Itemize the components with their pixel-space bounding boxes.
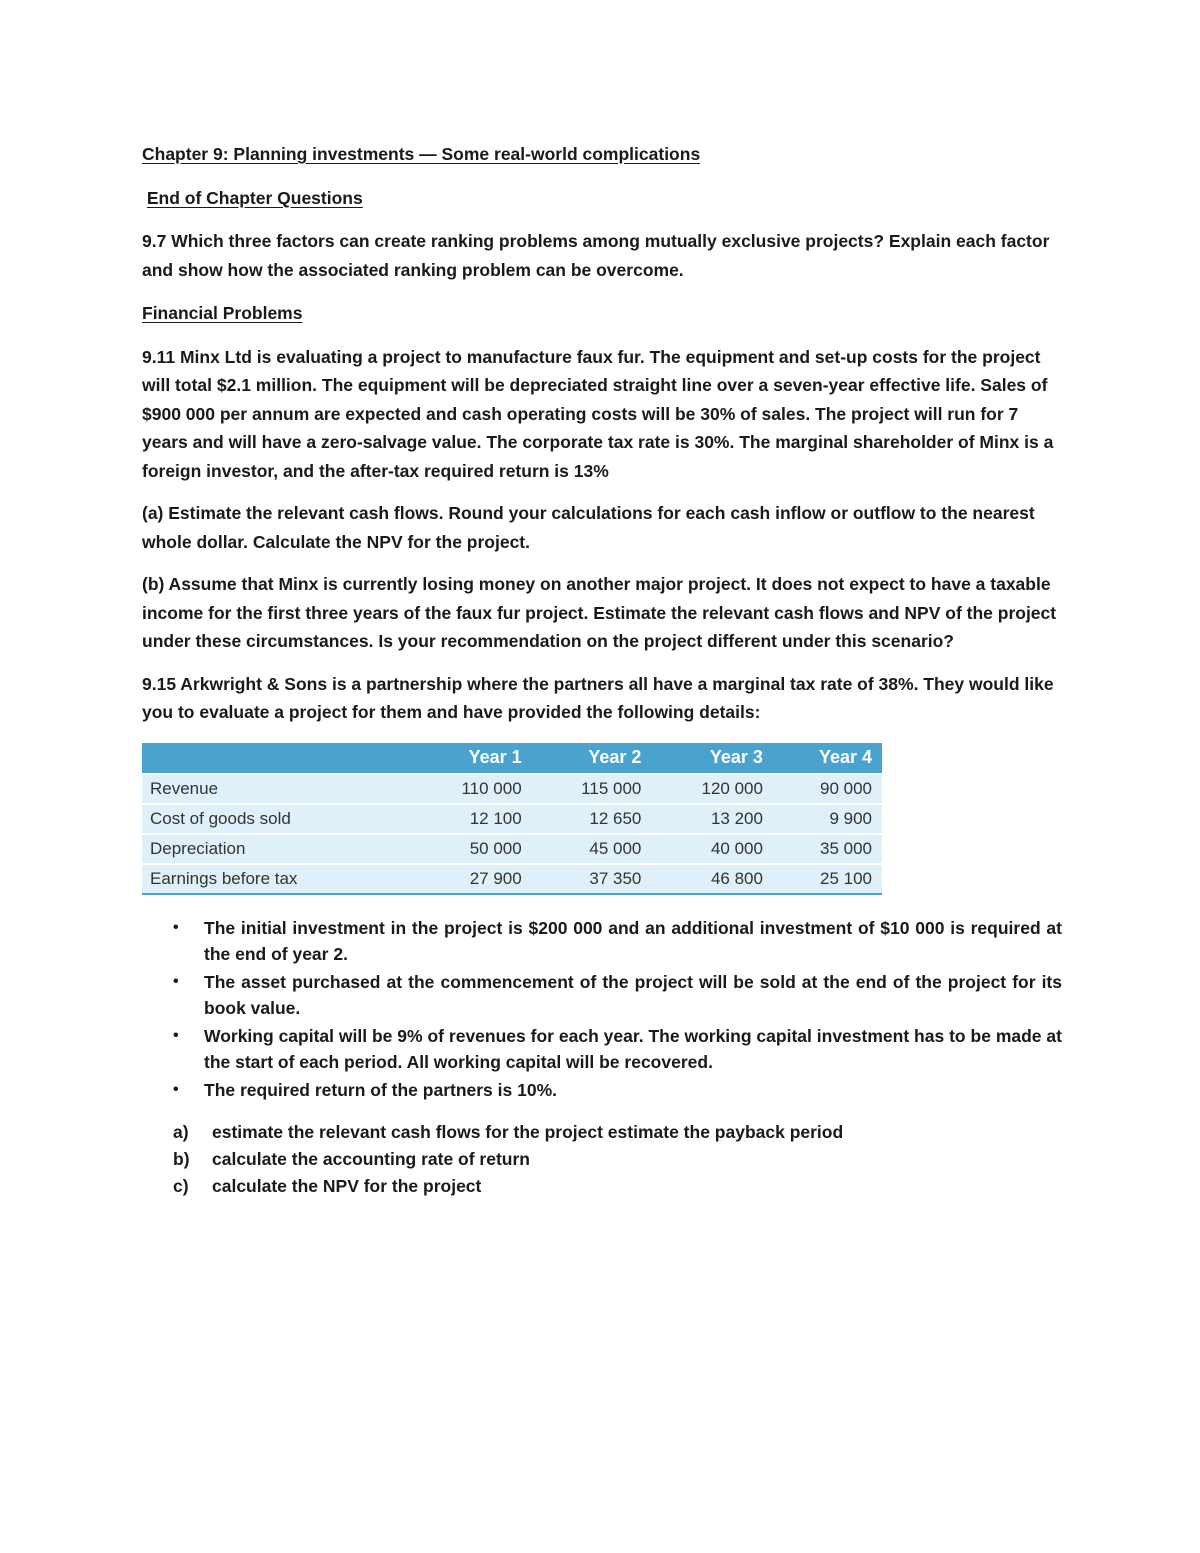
row-label: Cost of goods sold <box>142 804 412 834</box>
list-item <box>142 915 1062 967</box>
table-header-row <box>142 743 882 774</box>
list-item-text: The required return of the partners is 10%. <box>204 1079 557 1100</box>
table-cell: 40 000 <box>651 834 773 864</box>
tasks-list <box>142 1119 1062 1200</box>
task-marker: c) <box>173 1175 189 1196</box>
task-text: calculate the accounting rate of return <box>212 1148 530 1169</box>
financial-problems-title: Financial Problems <box>142 303 303 323</box>
table-cell: 50 000 <box>412 834 532 864</box>
question-9-15: 9.15 Arkwright & Sons is a partnership where the partners all have a marginal tax rate of 38%. They would like you to evaluate a project for them and have provided the following details: <box>142 673 1054 722</box>
table-cell: 37 350 <box>532 864 652 894</box>
table-cell: 120 000 <box>651 774 773 804</box>
row-label: Depreciation <box>142 834 412 864</box>
table-header-cell: Year 3 <box>651 743 773 774</box>
bullet-icon: • <box>173 1080 179 1098</box>
section-subheading <box>142 184 1062 213</box>
table-row <box>142 774 882 804</box>
table-cell: 45 000 <box>532 834 652 864</box>
bullet-icon: • <box>173 918 179 936</box>
table-cell: 9 900 <box>773 804 882 834</box>
table-cell: 12 100 <box>412 804 532 834</box>
task-marker: b) <box>173 1148 190 1169</box>
table-row <box>142 834 882 864</box>
question-9-11-a: (a) Estimate the relevant cash flows. Round your calculations for each cash inflow or outflow to the nearest whole dollar. Calculate the NPV for the project. <box>142 503 1035 552</box>
bullet-icon: • <box>173 1026 179 1044</box>
table-row <box>142 864 882 894</box>
row-label: Revenue <box>142 774 412 804</box>
row-label: Earnings before tax <box>142 864 412 894</box>
document-page <box>142 140 1062 1200</box>
task-text: estimate the relevant cash flows for the project estimate the payback period <box>212 1121 844 1142</box>
task-marker: a) <box>173 1121 189 1142</box>
project-details-list <box>142 915 1062 1103</box>
table-header-cell: Year 4 <box>773 743 882 774</box>
table-cell: 27 900 <box>412 864 532 894</box>
table-cell: 25 100 <box>773 864 882 894</box>
question-9-11-b: (b) Assume that Minx is currently losing money on another major project. It does not expect to have a taxable income for the first three years of the faux fur project. Estimate the relevant cash flows and NPV of the project under these circumstances. Is your recommendation on the project different under this scenario? <box>142 574 1057 651</box>
task-text: calculate the NPV for the project <box>212 1175 482 1196</box>
table-cell: 12 650 <box>532 804 652 834</box>
task-item <box>142 1119 1062 1146</box>
question-9-7: 9.7 Which three factors can create ranking problems among mutually exclusive projects? Explain each factor and show how the associated ranking problem can be overcome. <box>142 231 1050 280</box>
list-item-text: The initial investment in the project is $200 000 and an additional investment of $10 000 is required at the end of year 2. <box>204 917 1062 964</box>
table-cell: 35 000 <box>773 834 882 864</box>
list-item-text: The asset purchased at the commencement of the project will be sold at the end of the project for its book value. <box>204 971 1062 1018</box>
project-details-table <box>142 743 882 895</box>
subheading-text: End of Chapter Questions <box>146 187 363 208</box>
table-cell: 110 000 <box>412 774 532 804</box>
question-9-11: 9.11 Minx Ltd is evaluating a project to manufacture faux fur. The equipment and set-up costs for the project will total $2.1 million. The equipment will be depreciated straight line over a seven-year effective life. Sales of $900 000 per annum are expected and cash operating costs will be 30% of sales. The project will run for 7 years and will have a zero-salvage value. The corporate tax rate is 30%. The marginal shareholder of Minx is a foreign investor, and the after-tax required return is 13% <box>142 346 1054 481</box>
table-header-cell: Year 1 <box>412 743 532 774</box>
table-row <box>142 804 882 834</box>
table-cell: 13 200 <box>651 804 773 834</box>
table-header-cell <box>142 743 412 774</box>
table-header-cell: Year 2 <box>532 743 652 774</box>
bullet-icon: • <box>173 972 179 990</box>
table-cell: 46 800 <box>651 864 773 894</box>
table-cell: 90 000 <box>773 774 882 804</box>
table-cell: 115 000 <box>532 774 652 804</box>
list-item <box>142 1023 1062 1075</box>
task-item <box>142 1173 1062 1200</box>
list-item <box>142 1077 1062 1103</box>
list-item-text: Working capital will be 9% of revenues for each year. The working capital investment has to be made at the start of each period. All working capital will be recovered. <box>204 1025 1062 1072</box>
list-item <box>142 969 1062 1021</box>
chapter-heading: Chapter 9: Planning investments — Some real-world complications <box>142 144 701 164</box>
task-item <box>142 1146 1062 1173</box>
